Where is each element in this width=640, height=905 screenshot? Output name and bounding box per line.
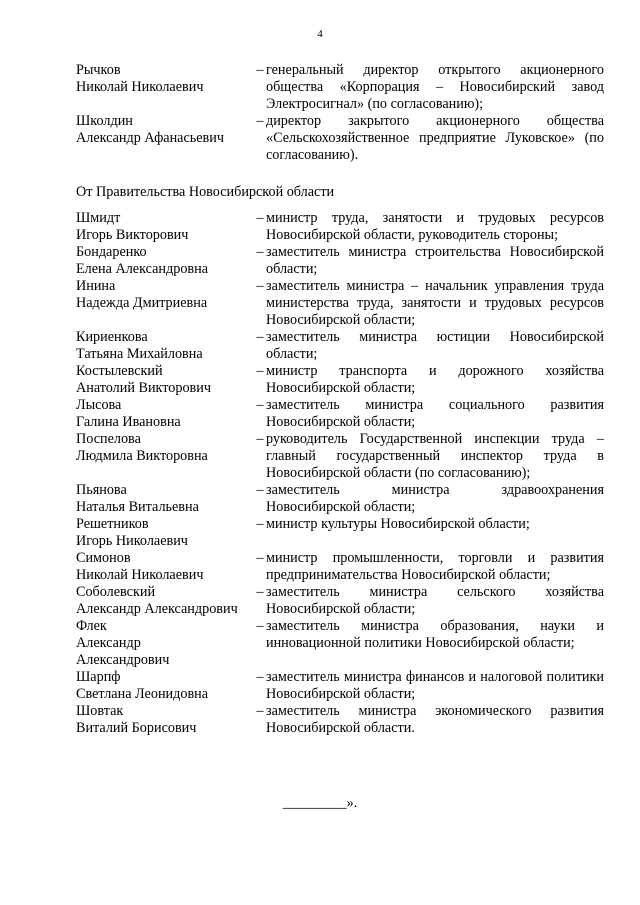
surname: Шовтак bbox=[76, 703, 124, 719]
role-description: заместитель министра – начальник управления труда министерства труда, занятости и трудовых ресурсов Новосибирской области; bbox=[266, 278, 604, 328]
surname: Бондаренко bbox=[76, 244, 147, 260]
given-name: Елена Александровна bbox=[76, 261, 208, 277]
dash: – bbox=[256, 618, 264, 634]
entry-pyanova bbox=[76, 482, 604, 516]
entry-shmidt bbox=[76, 210, 604, 244]
person-name bbox=[76, 584, 254, 618]
entry-kostylevsky bbox=[76, 363, 604, 397]
entry-kirienkova bbox=[76, 329, 604, 363]
given-name: Наталья Витальевна bbox=[76, 499, 199, 515]
given-name: Надежда Дмитриевна bbox=[76, 295, 208, 311]
entry-rychkov bbox=[76, 62, 604, 113]
dash: – bbox=[256, 363, 264, 379]
role-description: заместитель министра сельского хозяйства Новосибирской области; bbox=[266, 584, 604, 617]
person-name bbox=[76, 210, 254, 244]
entry-simonov bbox=[76, 550, 604, 584]
surname: Симонов bbox=[76, 550, 131, 566]
entry-flek bbox=[76, 618, 604, 669]
role-description: заместитель министра экономического развития Новосибирской области. bbox=[266, 703, 604, 736]
person-name bbox=[76, 397, 254, 431]
entry-sharpf bbox=[76, 669, 604, 703]
dash: – bbox=[256, 584, 264, 600]
surname: Соболевский bbox=[76, 584, 156, 600]
role-description: заместитель министра социального развития Новосибирской области; bbox=[266, 397, 604, 430]
patronymic: Александрович bbox=[76, 652, 170, 668]
given-name: Николай Николаевич bbox=[76, 79, 204, 95]
role-description: генеральный директор открытого акционерного общества «Корпорация – Новосибирский завод Электросигнал» (по согласованию); bbox=[266, 62, 604, 112]
person-name bbox=[76, 113, 254, 147]
role-description: министр труда, занятости и трудовых ресурсов Новосибирской области, руководитель стороны; bbox=[266, 210, 604, 243]
role-description: директор закрытого акционерного общества «Сельскохозяйственное предприятие Луковское» (по согласованию). bbox=[266, 113, 604, 163]
role-description: заместитель министра финансов и налоговой политики Новосибирской области; bbox=[266, 669, 604, 702]
entry-sobolevsky bbox=[76, 584, 604, 618]
given-name: Александр Афанасьевич bbox=[76, 130, 224, 146]
dash: – bbox=[256, 62, 264, 78]
dash: – bbox=[256, 329, 264, 345]
entry-shovtak bbox=[76, 703, 604, 737]
given-name: Александр Александрович bbox=[76, 601, 238, 617]
dash: – bbox=[256, 550, 264, 566]
closing-mark: _________». bbox=[282, 795, 358, 811]
person-name bbox=[76, 244, 254, 278]
dash: – bbox=[256, 431, 264, 447]
role-description: заместитель министра здравоохранения Новосибирской области; bbox=[266, 482, 604, 515]
dash: – bbox=[256, 516, 264, 532]
dash: – bbox=[256, 703, 264, 719]
entry-lysova bbox=[76, 397, 604, 431]
top-entries bbox=[76, 62, 604, 164]
surname: Рычков bbox=[76, 62, 121, 78]
surname: Школдин bbox=[76, 113, 133, 129]
entry-shkoldin bbox=[76, 113, 604, 164]
given-name: Анатолий Викторович bbox=[76, 380, 211, 396]
person-name bbox=[76, 618, 254, 669]
dash: – bbox=[256, 669, 264, 685]
surname: Пьянова bbox=[76, 482, 127, 498]
surname: Лысова bbox=[76, 397, 122, 413]
role-description: министр транспорта и дорожного хозяйства Новосибирской области; bbox=[266, 363, 604, 396]
given-name: Игорь Николаевич bbox=[76, 533, 188, 549]
person-name bbox=[76, 669, 254, 703]
given-name: Галина Ивановна bbox=[76, 414, 181, 430]
role-description: министр культуры Новосибирской области; bbox=[266, 516, 530, 532]
entry-pospelova bbox=[76, 431, 604, 482]
person-name bbox=[76, 516, 254, 550]
dash: – bbox=[256, 397, 264, 413]
role-description: заместитель министра юстиции Новосибирской области; bbox=[266, 329, 604, 362]
dash: – bbox=[256, 482, 264, 498]
government-entries bbox=[76, 210, 604, 737]
person-name bbox=[76, 62, 254, 96]
entry-bondarenko bbox=[76, 244, 604, 278]
person-name bbox=[76, 278, 254, 312]
given-name: Виталий Борисович bbox=[76, 720, 197, 736]
person-name bbox=[76, 329, 254, 363]
person-name bbox=[76, 482, 254, 516]
entry-inina bbox=[76, 278, 604, 329]
surname: Решетников bbox=[76, 516, 149, 532]
given-name: Светлана Леонидовна bbox=[76, 686, 209, 702]
given-name: Людмила Викторовна bbox=[76, 448, 208, 464]
surname: Шарпф bbox=[76, 669, 121, 685]
entry-reshetnikov bbox=[76, 516, 604, 550]
surname: Флек bbox=[76, 618, 107, 634]
person-name bbox=[76, 703, 254, 737]
role-description: заместитель министра образования, науки и инновационной политики Новосибирской области; bbox=[266, 618, 604, 651]
dash: – bbox=[256, 113, 264, 129]
surname: Кириенкова bbox=[76, 329, 148, 345]
dash: – bbox=[256, 244, 264, 260]
given-name: Николай Николаевич bbox=[76, 567, 204, 583]
role-description: министр промышленности, торговли и развития предпринимательства Новосибирской области; bbox=[266, 550, 604, 583]
surname: Поспелова bbox=[76, 431, 141, 447]
surname: Шмидт bbox=[76, 210, 121, 226]
person-name bbox=[76, 431, 254, 465]
given-name: Игорь Викторович bbox=[76, 227, 189, 243]
given-name: Татьяна Михайловна bbox=[76, 346, 203, 362]
given-name: Александр bbox=[76, 635, 141, 651]
dash: – bbox=[256, 278, 264, 294]
role-description: руководитель Государственной инспекции труда – главный государственный инспектор труда в Новосибирской области (по согласованию); bbox=[266, 431, 604, 481]
section-heading: От Правительства Новосибирской области bbox=[76, 184, 335, 200]
dash: – bbox=[256, 210, 264, 226]
role-description: заместитель министра строительства Новосибирской области; bbox=[266, 244, 604, 277]
surname: Костылевский bbox=[76, 363, 163, 379]
surname: Инина bbox=[76, 278, 116, 294]
page-number: 4 bbox=[317, 28, 323, 40]
person-name bbox=[76, 550, 254, 584]
person-name bbox=[76, 363, 254, 397]
